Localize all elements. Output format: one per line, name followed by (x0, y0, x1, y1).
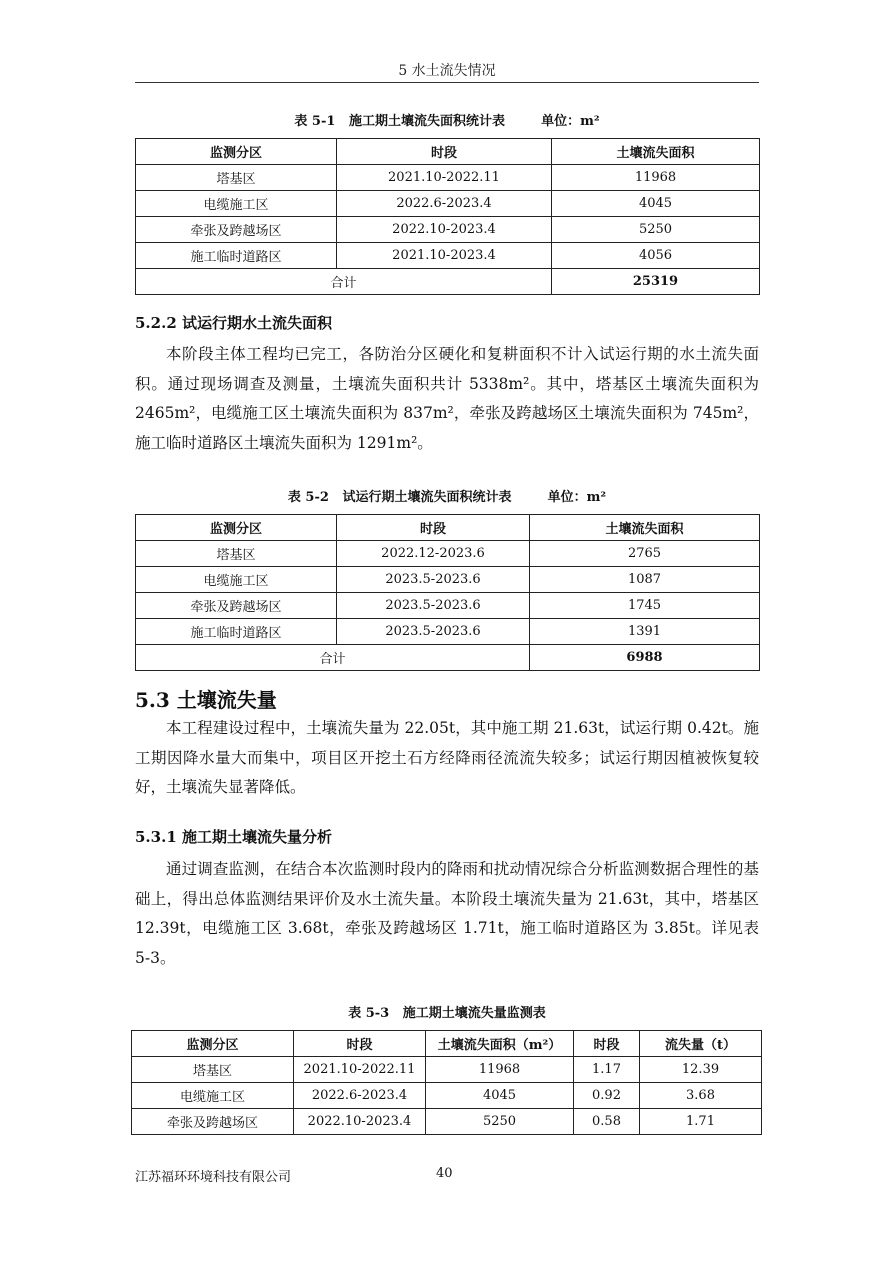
table-cell: 1.17 (574, 1057, 640, 1083)
table-row (136, 567, 760, 593)
table-cell: 12.39 (640, 1057, 762, 1083)
section-heading-5-3-1: 5.3.1 施工期土壤流失量分析 (135, 828, 332, 846)
table-row (136, 619, 760, 645)
table-cell: 施工临时道路区 (136, 243, 337, 269)
table-cell: 11968 (552, 165, 760, 191)
table-row (136, 165, 760, 191)
table-cell: 电缆施工区 (136, 567, 337, 593)
table-cell: 4045 (552, 191, 760, 217)
table-total-row (136, 645, 760, 671)
table-cell: 2022.6-2023.4 (337, 191, 552, 217)
table-cell: 塔基区 (132, 1057, 294, 1083)
table-cell: 2022.12-2023.6 (337, 541, 530, 567)
table-header-cell: 流失量（t） (640, 1031, 762, 1057)
table-cell: 4056 (552, 243, 760, 269)
table-cell: 塔基区 (136, 165, 337, 191)
table-row (132, 1083, 762, 1109)
table-row (136, 191, 760, 217)
table-cell: 2022.10-2023.4 (294, 1109, 426, 1135)
table-row (136, 217, 760, 243)
table3 (131, 1030, 762, 1135)
paragraph-5-3: 本工程建设过程中，土壤流失量为 22.05t，其中施工期 21.63t，试运行期 0.42t。施工期因降水量大而集中，项目区开挖土石方经降雨径流流失较多；试运行期因植被恢复较好，土壤流失显著降低。 (135, 719, 759, 796)
section-heading-5-2-2: 5.2.2 试运行期水土流失面积 (135, 314, 332, 332)
total-value: 25319 (552, 269, 760, 295)
table-cell: 1087 (530, 567, 760, 593)
total-value: 6988 (530, 645, 760, 671)
table-cell: 塔基区 (136, 541, 337, 567)
table-header-cell: 时段 (337, 139, 552, 165)
table-header-cell: 监测分区 (136, 515, 337, 541)
table-header-cell: 时段 (294, 1031, 426, 1057)
table1-caption: 表 5-1 施工期土壤流失面积统计表 单位：m² (294, 114, 600, 129)
table-header-cell: 监测分区 (136, 139, 337, 165)
table1-header-row (136, 139, 760, 165)
table-cell: 施工临时道路区 (136, 619, 337, 645)
table-row (132, 1057, 762, 1083)
table-cell: 2021.10-2022.11 (294, 1057, 426, 1083)
total-label: 合计 (136, 269, 552, 295)
table-header-cell: 土壤流失面积 (552, 139, 760, 165)
table1 (135, 138, 760, 295)
table-cell: 2023.5-2023.6 (337, 593, 530, 619)
table-cell: 1.71 (640, 1109, 762, 1135)
table-cell: 电缆施工区 (132, 1083, 294, 1109)
table-total-row (136, 269, 760, 295)
table-cell: 2022.10-2023.4 (337, 217, 552, 243)
table-cell: 0.92 (574, 1083, 640, 1109)
section-heading-5-3: 5.3 土壤流失量 (135, 688, 277, 712)
footer-company: 江苏福环环境科技有限公司 (135, 1170, 292, 1185)
table-header-cell: 土壤流失面积 (530, 515, 760, 541)
table-cell: 3.68 (640, 1083, 762, 1109)
table-cell: 4045 (426, 1083, 574, 1109)
table-row (132, 1109, 762, 1135)
table-cell: 2023.5-2023.6 (337, 619, 530, 645)
table-cell: 2023.5-2023.6 (337, 567, 530, 593)
table3-header-row (132, 1031, 762, 1057)
table-row (136, 243, 760, 269)
paragraph-5-2-2: 本阶段主体工程均已完工，各防治分区硬化和复耕面积不计入试运行期的水土流失面积。通过现场调查及测量，土壤流失面积共计 5338m²。其中，塔基区土壤流失面积为 2465m²，电缆施工区土壤流失面积为 837m²，牵张及跨越场区土壤流失面积为 745m²，施工临时道路区土壤流失面积为 1291m²。 (135, 345, 759, 452)
table-row (136, 541, 760, 567)
table-cell: 电缆施工区 (136, 191, 337, 217)
table-cell: 牵张及跨越场区 (136, 217, 337, 243)
table2-header-row (136, 515, 760, 541)
page-number: 40 (436, 1166, 453, 1181)
table2 (135, 514, 760, 671)
table-cell: 2021.10-2023.4 (337, 243, 552, 269)
table-header-cell: 土壤流失面积（m²） (426, 1031, 574, 1057)
table-cell: 5250 (426, 1109, 574, 1135)
table-cell: 2765 (530, 541, 760, 567)
table-header-cell: 时段 (337, 515, 530, 541)
table-cell: 牵张及跨越场区 (136, 593, 337, 619)
paragraph-5-3-1: 通过调查监测，在结合本次监测时段内的降雨和扰动情况综合分析监测数据合理性的基础上，得出总体监测结果评价及水土流失量。本阶段土壤流失量为 21.63t，其中，塔基区 12.39t，电缆施工区 3.68t，牵张及跨越场区 1.71t，施工临时道路区为 3.85t。详见表 5-3。 (135, 860, 759, 967)
table-cell: 牵张及跨越场区 (132, 1109, 294, 1135)
table-cell: 5250 (552, 217, 760, 243)
table3-caption: 表 5-3 施工期土壤流失量监测表 (348, 1006, 546, 1021)
table-cell: 1745 (530, 593, 760, 619)
table-cell: 11968 (426, 1057, 574, 1083)
table-cell: 2021.10-2022.11 (337, 165, 552, 191)
table-cell: 1391 (530, 619, 760, 645)
table-header-cell: 监测分区 (132, 1031, 294, 1057)
page-header: 5 水土流失情况 (398, 63, 496, 79)
header-divider (135, 82, 759, 83)
total-label: 合计 (136, 645, 530, 671)
table-row (136, 593, 760, 619)
table-header-cell: 时段 (574, 1031, 640, 1057)
table-cell: 2022.6-2023.4 (294, 1083, 426, 1109)
table2-caption: 表 5-2 试运行期土壤流失面积统计表 单位：m² (287, 490, 607, 505)
table-cell: 0.58 (574, 1109, 640, 1135)
